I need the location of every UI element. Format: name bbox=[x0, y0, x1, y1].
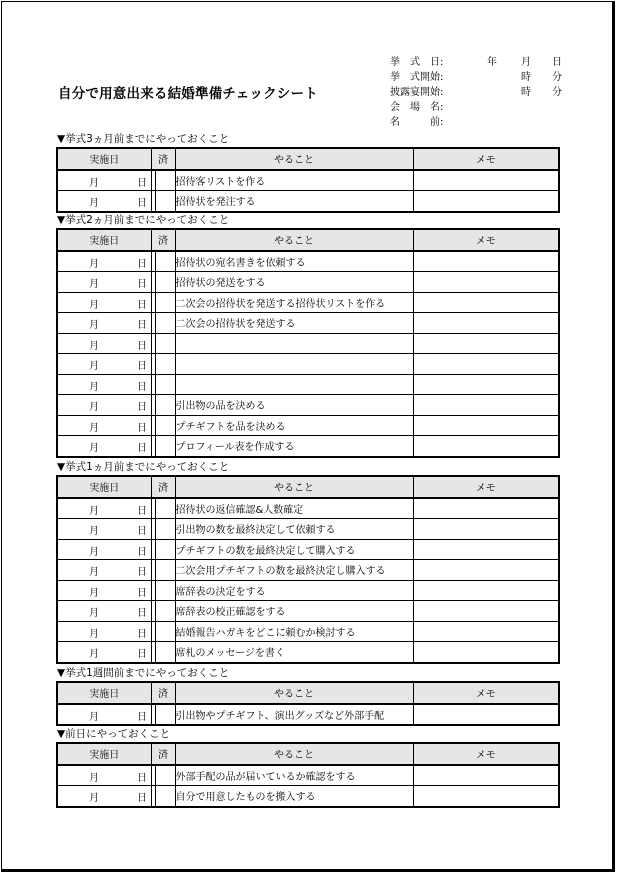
day-unit: 日 bbox=[137, 177, 147, 189]
task-cell bbox=[175, 333, 413, 354]
date-cell[interactable] bbox=[57, 374, 151, 395]
task-cell: 引出物やプチギフト、演出グッズなど外部手配 bbox=[175, 704, 413, 726]
info-label: 会 場 名: bbox=[390, 102, 444, 113]
checklist-table bbox=[56, 742, 560, 808]
task-cell: プチギフトを品を決める bbox=[175, 415, 413, 436]
memo-cell[interactable] bbox=[413, 292, 559, 313]
month-unit: 月 bbox=[89, 320, 99, 331]
day-unit: 日 bbox=[137, 567, 147, 578]
info-label: 挙 式開始: bbox=[390, 72, 444, 83]
done-checkbox[interactable] bbox=[151, 272, 175, 293]
day-unit: 日 bbox=[137, 526, 147, 537]
date-cell[interactable] bbox=[57, 354, 151, 375]
table-row bbox=[57, 191, 559, 212]
task-cell: 引出物の品を決める bbox=[175, 395, 413, 416]
day-unit: 日 bbox=[137, 608, 147, 619]
task-cell: 二次会の招待状を発送する招待状リストを作る bbox=[175, 292, 413, 313]
info-row bbox=[390, 55, 570, 70]
memo-cell[interactable] bbox=[413, 621, 559, 642]
checklist-table bbox=[56, 228, 560, 458]
date-cell[interactable] bbox=[57, 539, 151, 560]
day-unit: 日 bbox=[137, 628, 147, 640]
table-row bbox=[57, 415, 559, 436]
memo-cell[interactable] bbox=[413, 374, 559, 395]
task-cell: 結婚報告ハガキをどこに頼むか検討する bbox=[175, 621, 413, 642]
day-unit: 日 bbox=[137, 793, 147, 804]
done-checkbox[interactable] bbox=[151, 621, 175, 642]
task-cell: 招待状の宛名書きを依頼する bbox=[175, 251, 413, 272]
day-unit: 日 bbox=[137, 299, 147, 311]
checklist-table bbox=[56, 147, 560, 213]
done-checkbox[interactable] bbox=[151, 765, 175, 786]
memo-cell[interactable] bbox=[413, 765, 559, 786]
task-cell: 二次会の招待状を発送する bbox=[175, 313, 413, 334]
done-checkbox[interactable] bbox=[151, 333, 175, 354]
date-cell[interactable] bbox=[57, 580, 151, 601]
memo-cell[interactable] bbox=[413, 313, 559, 334]
day-unit: 日 bbox=[137, 772, 147, 784]
date-cell[interactable] bbox=[57, 191, 151, 212]
memo-cell[interactable] bbox=[413, 519, 559, 540]
table-row bbox=[57, 395, 559, 416]
day-unit: 日 bbox=[137, 402, 147, 413]
month-unit: 月 bbox=[89, 340, 99, 352]
month-unit: 月 bbox=[89, 361, 99, 372]
month-unit: 月 bbox=[89, 198, 99, 209]
task-header: やること bbox=[175, 148, 413, 170]
day-unit: 日 bbox=[137, 258, 147, 270]
memo-header: メモ bbox=[413, 682, 559, 704]
task-cell: 招待状の発送をする bbox=[175, 272, 413, 293]
done-checkbox[interactable] bbox=[151, 354, 175, 375]
done-checkbox[interactable] bbox=[151, 560, 175, 581]
table-row bbox=[57, 292, 559, 313]
task-cell: 引出物の数を最終決定して依頼する bbox=[175, 519, 413, 540]
task-header: やること bbox=[175, 229, 413, 251]
task-cell: 二次会用プチギフトの数を最終決定し購入する bbox=[175, 560, 413, 581]
section-label: ▼前日にやっておくこと bbox=[57, 728, 171, 740]
day-unit: 日 bbox=[137, 443, 147, 454]
task-header: やること bbox=[175, 743, 413, 765]
table-row bbox=[57, 580, 559, 601]
month-unit: 月 bbox=[89, 443, 99, 454]
table-row bbox=[57, 621, 559, 642]
date-cell[interactable] bbox=[57, 519, 151, 540]
done-checkbox[interactable] bbox=[151, 415, 175, 436]
month-unit: 月 bbox=[89, 772, 99, 784]
table-row bbox=[57, 354, 559, 375]
date-header: 実施日 bbox=[57, 148, 151, 170]
date-header: 実施日 bbox=[57, 476, 151, 498]
table-header-row bbox=[57, 148, 559, 170]
month-unit: 月 bbox=[89, 381, 99, 393]
done-checkbox[interactable] bbox=[151, 292, 175, 313]
month-unit: 月 bbox=[89, 608, 99, 619]
section-label: ▼挙式3ヵ月前までにやっておくこと bbox=[57, 133, 230, 145]
table-row bbox=[57, 436, 559, 457]
table-row bbox=[57, 539, 559, 560]
done-checkbox[interactable] bbox=[151, 580, 175, 601]
month-unit: 月 bbox=[89, 526, 99, 537]
date-cell[interactable] bbox=[57, 272, 151, 293]
table-row bbox=[57, 374, 559, 395]
table-row bbox=[57, 601, 559, 622]
table-row bbox=[57, 251, 559, 272]
memo-cell[interactable] bbox=[413, 786, 559, 807]
day-unit: 日 bbox=[137, 340, 147, 352]
task-cell: プロフィール表を作成する bbox=[175, 436, 413, 457]
month-unit: 月 bbox=[89, 299, 99, 311]
date-header: 実施日 bbox=[57, 229, 151, 251]
done-header: 済 bbox=[151, 682, 175, 704]
task-cell: プチギフトの数を最終決定して購入する bbox=[175, 539, 413, 560]
day-unit: 日 bbox=[137, 649, 147, 660]
date-cell[interactable] bbox=[57, 415, 151, 436]
month-unit: 月 bbox=[89, 422, 99, 434]
date-header: 実施日 bbox=[57, 743, 151, 765]
date-cell[interactable] bbox=[57, 601, 151, 622]
memo-cell[interactable] bbox=[413, 272, 559, 293]
table-row bbox=[57, 765, 559, 786]
date-cell[interactable] bbox=[57, 765, 151, 786]
info-row bbox=[390, 115, 570, 130]
table-row bbox=[57, 272, 559, 293]
done-header: 済 bbox=[151, 229, 175, 251]
memo-cell[interactable] bbox=[413, 251, 559, 272]
done-checkbox[interactable] bbox=[151, 519, 175, 540]
month-unit: 月 bbox=[89, 628, 99, 640]
task-cell: 招待状の返信確認&人数確定 bbox=[175, 498, 413, 519]
memo-cell[interactable] bbox=[413, 580, 559, 601]
day-unit: 日 bbox=[137, 381, 147, 393]
date-cell[interactable] bbox=[57, 436, 151, 457]
memo-cell[interactable] bbox=[413, 436, 559, 457]
table-row bbox=[57, 170, 559, 191]
done-checkbox[interactable] bbox=[151, 642, 175, 663]
info-unit: 時 bbox=[521, 72, 531, 83]
month-unit: 月 bbox=[89, 649, 99, 660]
date-cell[interactable] bbox=[57, 170, 151, 191]
info-row bbox=[390, 100, 570, 115]
info-unit: 分 bbox=[552, 72, 562, 83]
table-row bbox=[57, 333, 559, 354]
memo-cell[interactable] bbox=[413, 642, 559, 663]
month-unit: 月 bbox=[89, 567, 99, 578]
table-header-row bbox=[57, 682, 559, 704]
info-label: 名 前: bbox=[390, 117, 444, 128]
info-row bbox=[390, 70, 570, 85]
done-checkbox[interactable] bbox=[151, 395, 175, 416]
table-header-row bbox=[57, 229, 559, 251]
info-unit: 年 bbox=[487, 57, 497, 68]
memo-cell[interactable] bbox=[413, 333, 559, 354]
done-checkbox[interactable] bbox=[151, 251, 175, 272]
info-unit: 月 bbox=[521, 57, 531, 68]
info-label: 披露宴開始: bbox=[390, 87, 444, 98]
done-checkbox[interactable] bbox=[151, 704, 175, 726]
done-header: 済 bbox=[151, 743, 175, 765]
month-unit: 月 bbox=[89, 279, 99, 290]
table-header-row bbox=[57, 743, 559, 765]
month-unit: 月 bbox=[89, 711, 99, 723]
memo-header: メモ bbox=[413, 476, 559, 498]
done-checkbox[interactable] bbox=[151, 170, 175, 191]
memo-header: メモ bbox=[413, 229, 559, 251]
date-cell[interactable] bbox=[57, 292, 151, 313]
memo-cell[interactable] bbox=[413, 704, 559, 726]
month-unit: 月 bbox=[89, 587, 99, 599]
task-cell: 席辞表の決定をする bbox=[175, 580, 413, 601]
month-unit: 月 bbox=[89, 402, 99, 413]
table-row bbox=[57, 786, 559, 807]
task-cell: 席札のメッセージを書く bbox=[175, 642, 413, 663]
done-checkbox[interactable] bbox=[151, 498, 175, 519]
date-cell[interactable] bbox=[57, 642, 151, 663]
table-row bbox=[57, 313, 559, 334]
day-unit: 日 bbox=[137, 422, 147, 434]
task-cell: 招待客リストを作る bbox=[175, 170, 413, 191]
memo-cell[interactable] bbox=[413, 354, 559, 375]
month-unit: 月 bbox=[89, 177, 99, 189]
info-label: 挙 式 日: bbox=[390, 57, 444, 68]
section-label: ▼挙式1ヵ月前までにやっておくこと bbox=[57, 461, 230, 473]
done-checkbox[interactable] bbox=[151, 539, 175, 560]
date-cell[interactable] bbox=[57, 560, 151, 581]
memo-cell[interactable] bbox=[413, 415, 559, 436]
table-row bbox=[57, 642, 559, 663]
table-row bbox=[57, 498, 559, 519]
date-cell[interactable] bbox=[57, 621, 151, 642]
table-row bbox=[57, 560, 559, 581]
done-checkbox[interactable] bbox=[151, 374, 175, 395]
memo-cell[interactable] bbox=[413, 539, 559, 560]
day-unit: 日 bbox=[137, 198, 147, 209]
done-checkbox[interactable] bbox=[151, 436, 175, 457]
month-unit: 月 bbox=[89, 258, 99, 270]
table-row bbox=[57, 704, 559, 726]
info-row bbox=[390, 85, 570, 100]
page-title: 自分で用意出来る結婚準備チェックシート bbox=[58, 86, 318, 102]
info-unit: 時 bbox=[521, 87, 531, 98]
memo-cell[interactable] bbox=[413, 191, 559, 212]
memo-header: メモ bbox=[413, 148, 559, 170]
task-cell: 自分で用意したものを搬入する bbox=[175, 786, 413, 807]
info-unit: 日 bbox=[552, 57, 562, 68]
table-header-row bbox=[57, 476, 559, 498]
date-header: 実施日 bbox=[57, 682, 151, 704]
task-cell: 招待状を発注する bbox=[175, 191, 413, 212]
month-unit: 月 bbox=[89, 505, 99, 517]
date-cell[interactable] bbox=[57, 333, 151, 354]
table-row bbox=[57, 519, 559, 540]
day-unit: 日 bbox=[137, 505, 147, 517]
section-label: ▼挙式2ヵ月前までにやっておくこと bbox=[57, 214, 230, 226]
done-checkbox[interactable] bbox=[151, 191, 175, 212]
done-checkbox[interactable] bbox=[151, 786, 175, 807]
date-cell[interactable] bbox=[57, 786, 151, 807]
day-unit: 日 bbox=[137, 279, 147, 290]
memo-cell[interactable] bbox=[413, 601, 559, 622]
day-unit: 日 bbox=[137, 587, 147, 599]
info-unit: 分 bbox=[552, 87, 562, 98]
task-header: やること bbox=[175, 476, 413, 498]
done-checkbox[interactable] bbox=[151, 601, 175, 622]
memo-cell[interactable] bbox=[413, 560, 559, 581]
checklist-table bbox=[56, 681, 560, 726]
date-cell[interactable] bbox=[57, 251, 151, 272]
task-cell: 外部手配の品が届いているか確認をする bbox=[175, 765, 413, 786]
done-checkbox[interactable] bbox=[151, 313, 175, 334]
day-unit: 日 bbox=[137, 711, 147, 723]
memo-cell[interactable] bbox=[413, 395, 559, 416]
memo-cell[interactable] bbox=[413, 170, 559, 191]
memo-header: メモ bbox=[413, 743, 559, 765]
memo-cell[interactable] bbox=[413, 498, 559, 519]
date-cell[interactable] bbox=[57, 704, 151, 726]
done-header: 済 bbox=[151, 476, 175, 498]
day-unit: 日 bbox=[137, 361, 147, 372]
day-unit: 日 bbox=[137, 320, 147, 331]
date-cell[interactable] bbox=[57, 313, 151, 334]
done-header: 済 bbox=[151, 148, 175, 170]
date-cell[interactable] bbox=[57, 498, 151, 519]
month-unit: 月 bbox=[89, 793, 99, 804]
task-cell bbox=[175, 354, 413, 375]
ceremony-info bbox=[390, 55, 570, 130]
date-cell[interactable] bbox=[57, 395, 151, 416]
month-unit: 月 bbox=[89, 546, 99, 558]
task-cell: 席辞表の校正確認をする bbox=[175, 601, 413, 622]
section-label: ▼挙式1週間前までにやっておくこと bbox=[57, 667, 230, 679]
day-unit: 日 bbox=[137, 546, 147, 558]
task-header: やること bbox=[175, 682, 413, 704]
checklist-table bbox=[56, 475, 560, 664]
task-cell bbox=[175, 374, 413, 395]
